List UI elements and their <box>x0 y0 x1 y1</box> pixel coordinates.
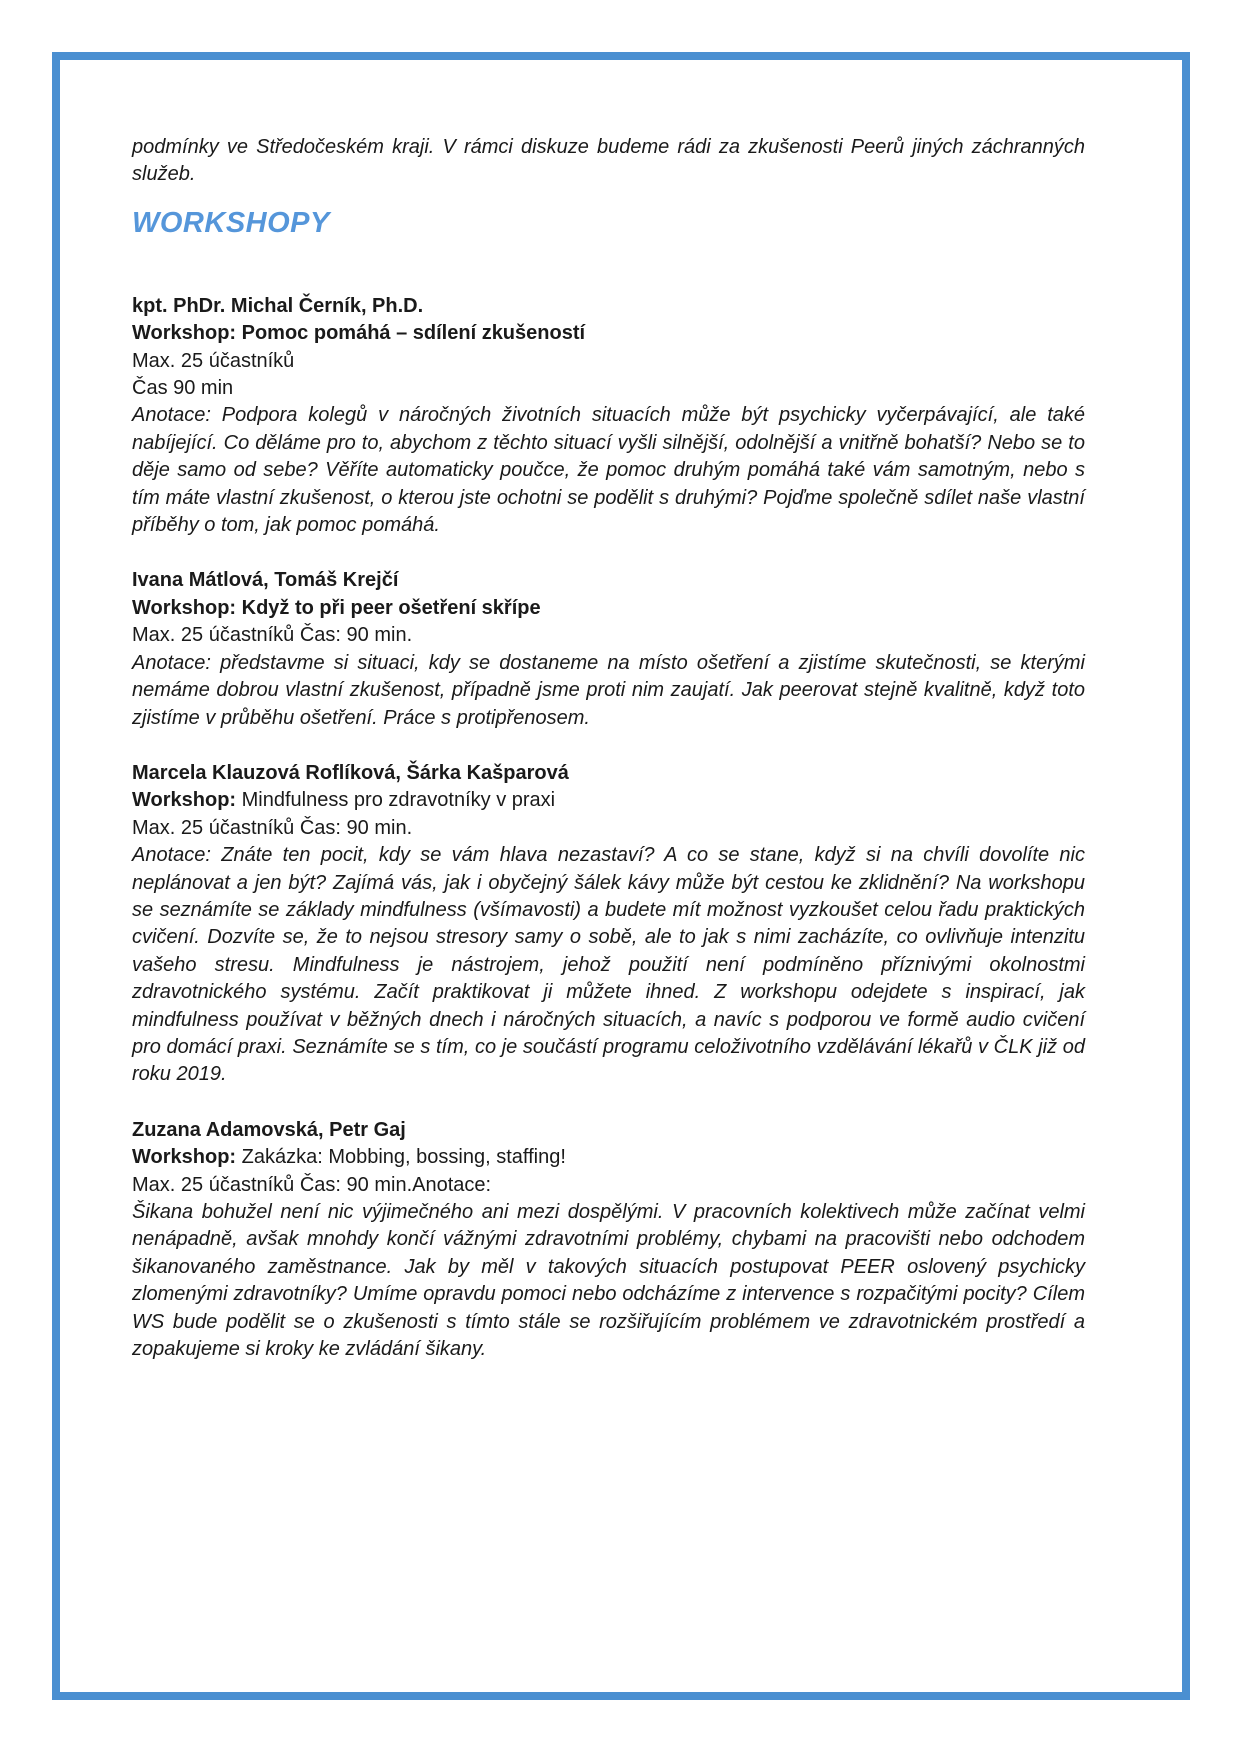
presenter-name: Marcela Klauzová Roflíková, Šárka Kašparová <box>132 761 569 784</box>
workshop-title: Workshop: Když to při peer ošetření skřípe <box>132 596 541 619</box>
presenter-name: Zuzana Adamovská, Petr Gaj <box>132 1118 406 1141</box>
capacity-line: Max. 25 účastníků Čas: 90 min.Anotace: <box>132 1173 492 1196</box>
workshop-section <box>132 567 1085 731</box>
presenter-name: Ivana Mátlová, Tomáš Krejčí <box>132 569 399 592</box>
capacity-line: Max. 25 účastníků Čas: 90 min. <box>132 624 413 647</box>
workshop-title-text: Mindfulness pro zdravotníky v praxi <box>236 789 556 812</box>
presenter-name: kpt. PhDr. Michal Černík, Ph.D. <box>132 294 424 317</box>
workshop-title-label: Workshop: <box>132 1146 237 1169</box>
workshop-title: Workshop: Pomoc pomáhá – sdílení zkušeností <box>132 322 586 345</box>
annotation-paragraph: Anotace: představme si situaci, kdy se dostaneme na místo ošetření a zjistíme skutečnosti, se kterými nemáme dobrou vlastní zkušenost, případně jsme proti nim zaujatí. Jak peerovat stejně kvalitně, když toto zjistíme v průběhu ošetření. Práce s protipřenosem. <box>132 651 1085 729</box>
annotation-paragraph: Anotace: Znáte ten pocit, kdy se vám hlava nezastaví? A co se stane, když si na chvíli dovolíte nic neplánovat a jen být? Zajímá vás, jak i obyčejný šálek kávy může být cestou ke zklidnění? Na workshopu se seznámíte se základy mindfulness (všímavosti) a budete mít možnost vyzkoušet celou řadu praktických cvičení. Dozvíte se, že to nejsou stresory samy o sobě, ale to jak s nimi zacházíte, co ovlivňuje intenzitu vašeho stresu. Mindfulness je nástrojem, jehož použití není podmíněno příznivými okolnostmi zdravotnického systému. Začít praktikovat ji můžete ihned. Z workshopu odejdete s inspirací, jak mindfulness používat v běžných dnech i náročných situacích, a navíc s podporou ve formě audio cvičení pro domácí praxi. Seznámíte se s tím, co je součástí programu celoživotního vzdělávání lékařů v ČLK již od roku 2019. <box>132 844 1085 1086</box>
page-content <box>132 134 1085 1391</box>
annotation-paragraph: Šikana bohužel není nic výjimečného ani mezi dospělými. V pracovních kolektivech může začínat velmi nenápadně, avšak mnohdy končí vážnými zdravotními problémy, chybami na pracovišti nebo odchodem šikanovaného zaměstnance. Jak by měl v takových situacích postupovat PEER oslovený psychicky zlomenými zdravotníky? Umíme opravdu pomoci nebo odcházíme z intervence s rozpačitými pocity? Cílem WS bude podělit se o zkušenosti s tímto stále se rozšiřujícím problémem ve zdravotnickém prostředí a zopakujeme si kroky ke zvládání šikany. <box>132 1201 1085 1361</box>
page-heading: WORKSHOPY <box>132 206 330 239</box>
workshop-section <box>132 760 1085 1089</box>
workshop-title-text: Zakázka: Mobbing, bossing, staffing! <box>236 1146 566 1169</box>
capacity-line: Max. 25 účastníků <box>132 349 295 372</box>
capacity-line: Max. 25 účastníků Čas: 90 min. <box>132 816 413 839</box>
workshop-section <box>132 293 1085 540</box>
intro-paragraph: podmínky ve Středočeském kraji. V rámci diskuze budeme rádi za zkušenosti Peerů jiných záchranných služeb. <box>132 136 1085 186</box>
annotation-paragraph: Anotace: Podpora kolegů v náročných životních situacích může být psychicky vyčerpávající, ale také nabíjející. Co děláme pro to, abychom z těchto situací vyšli silnější, odolnější a vnitřně bohatší? Nebo se to děje samo od sebe? Věříte automaticky poučce, že pomoc druhým pomáhá také vám samotným, nebo s tím máte vlastní zkušenost, o kterou jste ochotni se podělit s druhými? Pojďme společně sdílet naše vlastní příběhy o tom, jak pomoc pomáhá. <box>132 404 1085 537</box>
workshop-section <box>132 1117 1085 1364</box>
duration-line: Čas 90 min <box>132 377 234 400</box>
workshop-title <box>132 787 1085 814</box>
workshop-title <box>132 1144 1085 1171</box>
workshop-title-label: Workshop: <box>132 789 237 812</box>
